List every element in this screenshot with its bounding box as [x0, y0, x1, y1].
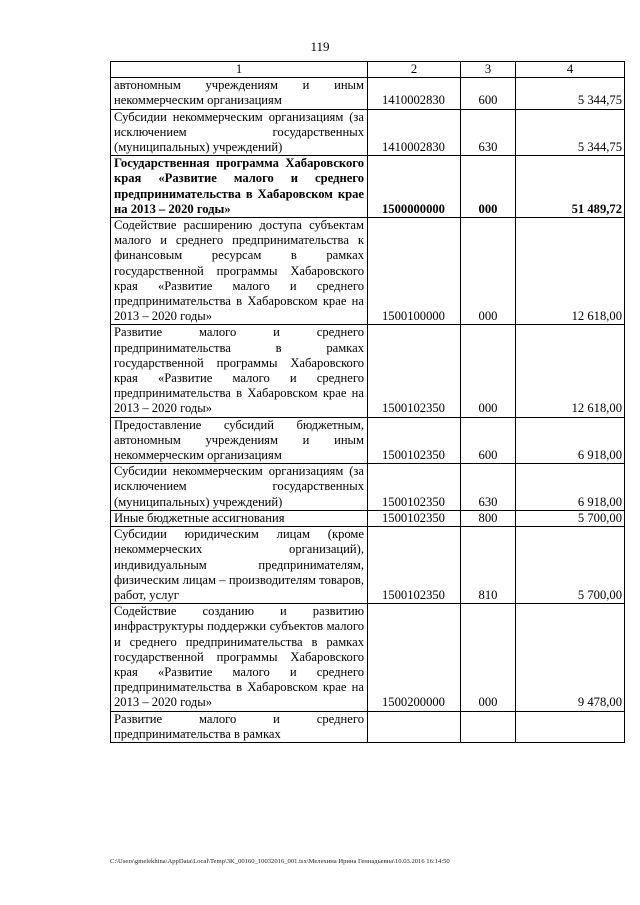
table-row — [111, 464, 625, 511]
row-sum-cell: 5 700,00 — [516, 527, 625, 604]
row-code-cell: 1500102350 — [368, 464, 461, 511]
row-code-cell: 1500200000 — [368, 604, 461, 711]
row-sum-cell: 6 918,00 — [516, 417, 625, 464]
table-row — [111, 510, 625, 526]
table-row — [111, 218, 625, 325]
page-number: 119 — [310, 39, 330, 54]
row-name-cell: Субсидии некоммерческим организациям (за исключением государственных (муниципальных) учреждений) — [111, 464, 368, 511]
table-row — [111, 78, 625, 109]
row-code-cell: 1410002830 — [368, 78, 461, 109]
header-col-4: 4 — [516, 62, 625, 78]
table-row — [111, 109, 625, 156]
row-name-cell: Развитие малого и среднего предпринимательства в рамках — [111, 711, 368, 742]
row-sum-cell: 5 700,00 — [516, 510, 625, 526]
row-name-cell: Иные бюджетные ассигнования — [111, 510, 368, 526]
row-type-cell: 630 — [461, 464, 516, 511]
row-type-cell: 000 — [461, 604, 516, 711]
row-sum-cell: 12 618,00 — [516, 218, 625, 325]
row-type-cell: 810 — [461, 527, 516, 604]
footer-file-path: C:\Users\gmelekhina\AppData\Local\Temp\3K_00160_10032016_001.tsx\Мелехина Ирина Геннадьевна\10.03.2016 16:14:50 — [110, 858, 450, 865]
budget-table — [110, 61, 625, 743]
table-row — [111, 417, 625, 464]
row-code-cell: 1500102350 — [368, 417, 461, 464]
row-sum-cell: 12 618,00 — [516, 325, 625, 417]
row-name-cell: Субсидии юридическим лицам (кроме некоммерческих организаций), индивидуальным предпринимателям, физическим лицам – производителям товаров, работ, услуг — [111, 527, 368, 604]
row-type-cell — [461, 711, 516, 742]
table-row — [111, 604, 625, 711]
row-type-cell: 600 — [461, 417, 516, 464]
row-code-cell: 1500102350 — [368, 325, 461, 417]
row-name-cell: автономным учреждениям и иным некоммерческим организациям — [111, 78, 368, 109]
row-sum-cell: 9 478,00 — [516, 604, 625, 711]
row-type-cell: 000 — [461, 156, 516, 218]
row-name-cell: Развитие малого и среднего предпринимательства в рамках государственной программы Хабаровского края «Развитие малого и среднего предпринимательства в Хабаровском крае на 2013 – 2020 годы» — [111, 325, 368, 417]
row-name-cell: Содействие созданию и развитию инфраструктуры поддержки субъектов малого и среднего предпринимательства в рамках государственной программы Хабаровского края «Развитие малого и среднего предпринимательства в Хабаровском крае на 2013 – 2020 годы» — [111, 604, 368, 711]
row-code-cell: 1500000000 — [368, 156, 461, 218]
row-type-cell: 630 — [461, 109, 516, 156]
row-code-cell: 1410002830 — [368, 109, 461, 156]
header-col-1: 1 — [111, 62, 368, 78]
table-row — [111, 527, 625, 604]
row-sum-cell — [516, 711, 625, 742]
table-row — [111, 156, 625, 218]
row-code-cell: 1500102350 — [368, 527, 461, 604]
row-code-cell — [368, 711, 461, 742]
row-sum-cell: 5 344,75 — [516, 78, 625, 109]
row-name-cell: Предоставление субсидий бюджетным, автономным учреждениям и иным некоммерческим организациям — [111, 417, 368, 464]
row-sum-cell: 5 344,75 — [516, 109, 625, 156]
header-col-3: 3 — [461, 62, 516, 78]
row-type-cell: 600 — [461, 78, 516, 109]
row-name-cell: Содействие расширению доступа субъектам малого и среднего предпринимательства к финансовым ресурсам в рамках государственной программы Хабаровского края «Развитие малого и среднего предпринимательства в Хабаровском крае на 2013 – 2020 годы» — [111, 218, 368, 325]
row-name-cell: Государственная программа Хабаровского края «Развитие малого и среднего предпринимательства в Хабаровском крае на 2013 – 2020 годы» — [111, 156, 368, 218]
row-type-cell: 000 — [461, 325, 516, 417]
table-row — [111, 711, 625, 742]
table-header-row — [111, 62, 625, 78]
row-type-cell: 800 — [461, 510, 516, 526]
row-name-cell: Субсидии некоммерческим организациям (за исключением государственных (муниципальных) учреждений) — [111, 109, 368, 156]
row-sum-cell: 51 489,72 — [516, 156, 625, 218]
row-code-cell: 1500100000 — [368, 218, 461, 325]
table-row — [111, 325, 625, 417]
row-type-cell: 000 — [461, 218, 516, 325]
row-code-cell: 1500102350 — [368, 510, 461, 526]
header-col-2: 2 — [368, 62, 461, 78]
row-sum-cell: 6 918,00 — [516, 464, 625, 511]
